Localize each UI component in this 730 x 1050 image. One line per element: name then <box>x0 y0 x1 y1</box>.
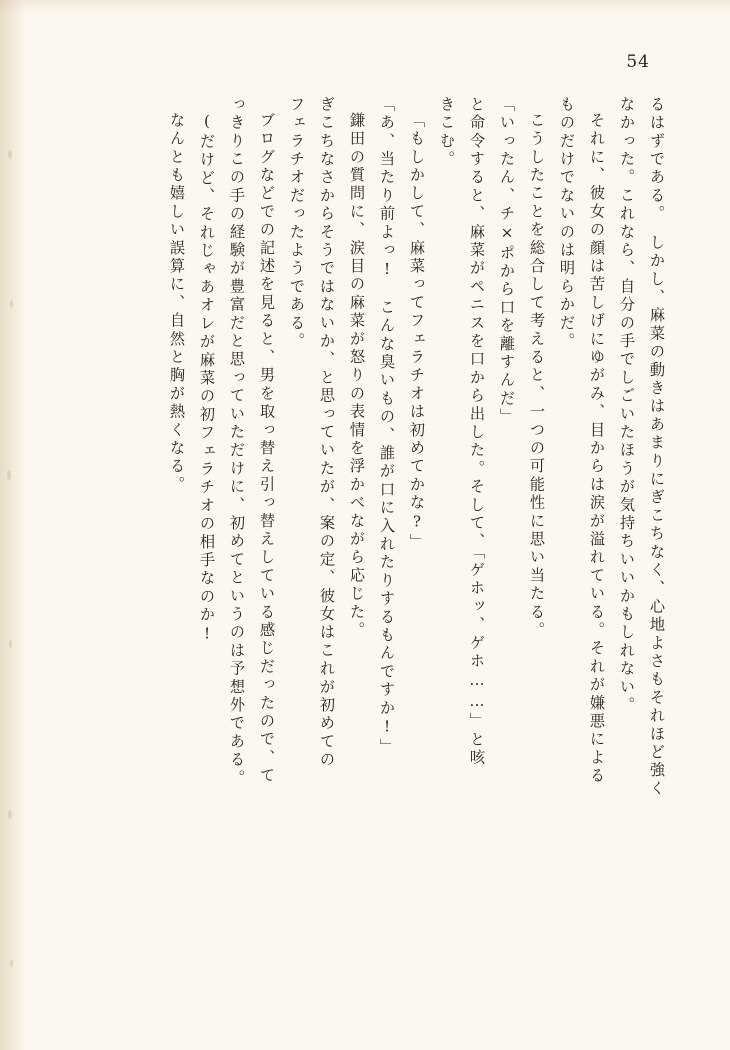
text-line: ものだけでないのは明らかだ。 <box>558 96 576 351</box>
text-line: ブログなどでの記述を見ると、男を取っ替え引っ替えしている感じだったので、て <box>258 112 276 786</box>
paper-speck <box>7 470 11 480</box>
paper-speck <box>8 810 12 819</box>
text-line: 「いったん、チ×ポから口を離すんだ」 <box>498 96 516 427</box>
body-text-block <box>86 96 664 1010</box>
text-line: 鎌田の質問に、涙目の麻菜が怒りの表情を浮かべながら応じた。 <box>348 112 366 640</box>
text-line: 「あ、当たり前よっ! こんな臭いもの、誰が口に入れたりするもんですか!」 <box>378 96 396 757</box>
paper-speck <box>8 150 12 159</box>
page-top-shading <box>0 0 730 14</box>
text-line: きこむ。 <box>438 96 456 169</box>
text-line: フェラチオだったようである。 <box>288 96 306 351</box>
text-line: こうしたことを総合して考えると、一つの可能性に思い当たる。 <box>528 112 546 640</box>
page-number: 54 <box>626 52 650 72</box>
paper-speck <box>9 640 12 648</box>
text-line: それに、彼女の顔は苦しげにゆがみ、目からは涙が溢れている。それが嫌悪による <box>588 112 606 786</box>
text-line: と命令すると、麻菜がペニスを口から出した。そして、「ゲホッ、ゲホ……」と咳 <box>468 96 486 768</box>
paper-speck <box>10 300 13 308</box>
paper-speck <box>10 960 13 967</box>
page-gutter-shading <box>0 0 26 1050</box>
text-line: (だけど、それじゃあオレが麻菜の初フェラチオの相手なのか! <box>198 112 216 646</box>
text-line: なんとも嬉しい誤算に、自然と胸が熱くなる。 <box>168 112 186 495</box>
text-line: なかった。これなら、自分の手でしごいたほうが気持ちいいかもしれない。 <box>618 96 636 715</box>
text-line: ぎこちなさからそうではないか、と思っていたが、案の定、彼女はこれが初めての <box>318 96 336 770</box>
text-line: 「もしかして、麻菜ってフェラチオは初めてかな?」 <box>408 112 426 552</box>
text-line: っきりこの手の経験が豊富だと思っていただけに、初めてというのは予想外である。 <box>228 96 246 788</box>
text-line: るはずである。 しかし、麻菜の動きはあまりにぎこちなく、心地よさもそれほど強く <box>648 96 666 799</box>
